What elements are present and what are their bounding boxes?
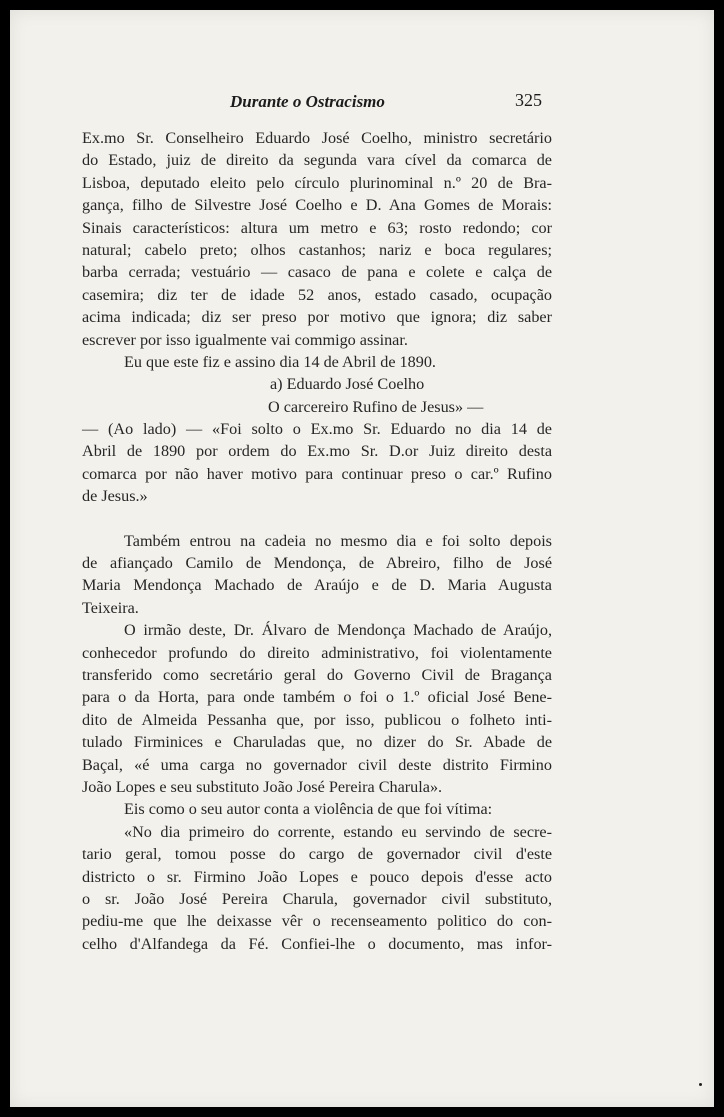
text-line: Lisboa, deputado eleito pelo círculo plurinominal n.º 20 de Bra- <box>82 173 552 192</box>
text-line: Eis como o seu autor conta a violência de que foi vítima: <box>124 800 493 819</box>
text-line: — (Ao lado) — «Foi solto o Ex.mo Sr. Eduardo no dia 14 de <box>82 420 552 439</box>
text-line: «No dia primeiro do corrente, estando eu servindo de secre- <box>124 822 552 841</box>
text-line: transferido como secretário geral do Governo Civil de Bragança <box>82 665 552 684</box>
text-line: de afiançado Camilo de Mendonça, de Abreiro, filho de José <box>82 554 552 573</box>
text-line: para o da Horta, para onde também o foi o 1.º oficial José Bene- <box>82 688 552 707</box>
signature-line: O carcereiro Rufino de Jesus» — <box>268 397 484 416</box>
text-line: Eu que este fiz e assino dia 14 de Abril de 1890. <box>124 352 436 371</box>
text-line: districto o sr. Firmino João Lopes e pouco depois d'esse acto <box>82 867 552 886</box>
text-line: acima indicada; diz ser preso por motivo que ignora; diz saber <box>82 308 552 327</box>
text-line: casemira; diz ter de idade 52 anos, estado casado, ocupação <box>82 285 552 304</box>
text-line: Baçal, «é uma carga no governador civil deste distrito Firmino <box>82 755 552 774</box>
text-line: Também entrou na cadeia no mesmo dia e foi solto depois <box>124 531 552 550</box>
page-number: 325 <box>515 90 542 110</box>
text-line: pediu-me que lhe deixasse vêr o recenseamento politico do con- <box>82 912 552 931</box>
signature-line: a) Eduardo José Coelho <box>270 375 425 394</box>
text-line: celho d'Alfandega da Fé. Confiei-lhe o documento, mas infor- <box>82 934 552 953</box>
text-line: tario geral, tomou posse do cargo de governador civil d'este <box>82 845 552 864</box>
text-line: Ex.mo Sr. Conselheiro Eduardo José Coelho, ministro secretário <box>82 129 552 147</box>
text-line: dito de Almeida Pessanha que, por isso, publicou o folheto inti- <box>82 710 552 729</box>
book-page <box>10 10 714 1107</box>
text-line: natural; cabelo preto; olhos castanhos; nariz e boca regulares; <box>82 240 552 259</box>
text-line: Sinais característicos: altura um metro e 63; rosto redondo; cor <box>82 218 552 237</box>
text-line: Abril de 1890 por ordem do Ex.mo Sr. D.or Juiz direito desta <box>82 442 552 461</box>
running-head: Durante o Ostracismo <box>230 92 385 111</box>
text-line: tulado Firminices e Charuladas que, no dizer do Sr. Abade de <box>82 733 552 752</box>
text-line: o sr. João José Pereira Charula, governador civil substituto, <box>82 889 552 908</box>
text-line: de Jesus.» <box>82 487 148 506</box>
text-line: comarca por não haver motivo para continuar preso o car.º Rufino <box>82 464 552 483</box>
text-line: gança, filho de Silvestre José Coelho e D. Ana Gomes de Morais: <box>82 196 552 215</box>
text-line: do Estado, juiz de direito da segunda vara cível da comarca de <box>82 151 552 170</box>
ink-speck <box>699 1083 702 1086</box>
text-line: João Lopes e seu substituto João José Pereira Charula». <box>82 777 443 796</box>
page-header <box>10 82 714 112</box>
paragraph-gap <box>82 508 552 530</box>
text-line: Maria Mendonça Machado de Araújo e de D. Maria Augusta <box>82 576 552 595</box>
text-line: Teixeira. <box>82 598 139 617</box>
body-text <box>82 127 552 955</box>
text-line: O irmão deste, Dr. Álvaro de Mendonça Machado de Araújo, <box>124 621 552 640</box>
text-line: barba cerrada; vestuário — casaco de pana e colete e calça de <box>82 263 552 282</box>
text-line: escrever por isso igualmente vai commigo assinar. <box>82 330 408 349</box>
text-line: conhecedor profundo do direito administrativo, foi violentamente <box>82 643 552 662</box>
